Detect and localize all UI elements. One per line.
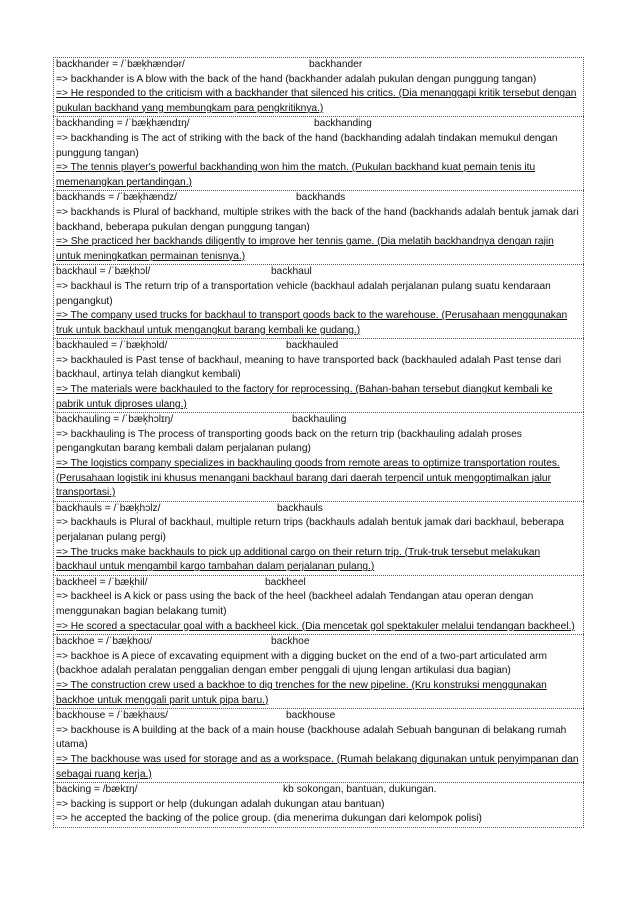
entry-heading-row — [56, 339, 581, 354]
entry-keyword: backhanding — [314, 118, 372, 130]
entry-pronunciation: backhander = /ˈbæk̩hændər/ — [56, 59, 185, 70]
entry-pronunciation: backhouse = /ˈbæk̩haʊs/ — [56, 710, 168, 722]
entry-definition: => backhanding is The act of striking with the back of the hand (backhanding adalah tindakan memukul dengan punggung tangan) — [56, 132, 558, 159]
dictionary-entry — [53, 338, 584, 412]
entry-example: => he accepted the backing of the police group. (dia menerima dukungan dari kelompok polisi) — [56, 813, 482, 825]
entry-keyword: backhauled — [286, 340, 339, 352]
entry-pronunciation: backhands = /ˈbæk̩hændz/ — [56, 192, 177, 204]
entry-pronunciation: backheel = /ˈbæk̩hil/ — [56, 576, 148, 588]
entry-example: => The backhouse was used for storage and as a workspace. (Rumah belakang digunakan untuk penyimpanan dan sebagai ruang kerja.) — [56, 753, 579, 780]
entry-definition: => backhands is Plural of backhand, multiple strikes with the back of the hand (backhands adalah bentuk jamak dari backhand, beberapa pukulan dengan punggung tangan) — [56, 206, 579, 233]
entry-pronunciation: backing = /bækɪŋ/ — [56, 784, 138, 796]
entry-heading-row — [56, 635, 581, 650]
dictionary-entry — [53, 412, 584, 501]
entry-keyword: backhander — [309, 59, 363, 70]
entry-keyword: kb sokongan, bantuan, dukungan. — [283, 784, 437, 796]
entry-heading-row — [56, 265, 581, 280]
dictionary-entry — [53, 501, 584, 575]
entry-definition: => backhoe is A piece of excavating equipment with a digging bucket on the end of a two-part articulated arm (backhoe adalah peralatan penggalian dengan ember penggali di ujung lengan artikulasi dua bagian) — [56, 650, 548, 677]
entry-pronunciation: backhauling = /ˈbæk̩hɔlɪŋ/ — [56, 414, 174, 426]
entry-definition: => backhauling is The process of transporting goods back on the return trip (backhauling adalah proses pengangkutan barang kembali dalam perjalanan pulang) — [56, 428, 522, 455]
entry-keyword: backhands — [296, 192, 346, 204]
entry-example: => The trucks make backhauls to pick up additional cargo on their return trip. (Truk-truk tersebut melakukan backhaul untuk mengambil kargo tambahan dalam perjalanan pulang.) — [56, 546, 541, 573]
dictionary-entry — [53, 782, 584, 828]
entry-example: => She practiced her backhands diligently to improve her tennis game. (Dia melatih backhandnya dengan rajin untuk meningkatkan permainan tenisnya.) — [56, 236, 554, 262]
entry-example: => The materials were backhauled to the factory for reprocessing. (Bahan-bahan tersebut diangkut kembali ke pabrik untuk diproses ulang.) — [56, 384, 553, 410]
entry-example: => The logistics company specializes in backhauling goods from remote areas to optimize transportation routes. (Perusahaan logistik ini khusus menangani backhaul barang dari daerah terpencil untuk mengoptimalkan jalur transportasi.) — [56, 458, 560, 499]
dictionary-entry — [53, 708, 584, 782]
entry-heading-row — [56, 58, 581, 73]
dictionary-page — [53, 57, 584, 828]
dictionary-entry — [53, 575, 584, 634]
entry-keyword: backhaul — [271, 266, 312, 278]
entry-example: => The company used trucks for backhaul to transport goods back to the warehouse. (Perusahaan menggunakan truk untuk backhaul untuk mengangkut barang kembali ke gudang.) — [56, 310, 568, 336]
entry-heading-row — [56, 191, 581, 206]
entry-keyword: backhauling — [292, 414, 347, 426]
entry-pronunciation: backhanding = /ˈbæk̩hændɪŋ/ — [56, 118, 190, 130]
entry-heading-row — [56, 576, 581, 591]
entry-definition: => backhauls is Plural of backhaul, multiple return trips (backhauls adalah bentuk jamak dari backhaul, beberapa perjalanan pulang pergi) — [56, 517, 564, 543]
dictionary-entry — [53, 634, 584, 708]
dictionary-entry — [53, 57, 584, 116]
entry-definition: => backhouse is A building at the back of a main house (backhouse adalah Sebuah bangunan di belakang rumah utama) — [56, 724, 567, 751]
entry-keyword: backhouse — [286, 710, 336, 722]
entry-definition: => backhaul is The return trip of a transportation vehicle (backhaul adalah perjalanan pulang suatu kendaraan pengangkut) — [56, 280, 551, 307]
entry-heading-row — [56, 709, 581, 724]
entry-keyword: backhauls — [277, 502, 323, 514]
entry-definition: => backheel is A kick or pass using the back of the heel (backheel adalah Tendangan atau operan dengan menggunakan bagian belakang tumit) — [56, 591, 534, 617]
entry-definition: => backhauled is Past tense of backhaul, meaning to have transported back (backhauled adalah Past tense dari backhaul, artinya telah diangkut kembali) — [56, 354, 562, 381]
entry-example: => He scored a spectacular goal with a backheel kick. (Dia mencetak gol spektakuler melalui tendangan backheel.) — [56, 620, 575, 632]
dictionary-entry — [53, 116, 584, 190]
entry-pronunciation: backhoe = /ˈbæk̩hoʊ/ — [56, 636, 153, 648]
entry-keyword: backheel — [265, 576, 306, 588]
entry-heading-row — [56, 117, 581, 132]
dictionary-entry — [53, 190, 584, 264]
entry-example: => He responded to the criticism with a backhander that silenced his critics. (Dia menanggapi kritik tersebut dengan pukulan backhand yang membungkam para pengkritiknya.) — [56, 88, 577, 114]
entry-pronunciation: backhaul = /ˈbæk̩hɔl/ — [56, 266, 151, 278]
entry-heading-row — [56, 413, 581, 428]
dictionary-entry — [53, 264, 584, 338]
entry-heading-row — [56, 502, 581, 517]
entry-definition: => backing is support or help (dukungan adalah dukungan atau bantuan) — [56, 798, 385, 810]
entry-pronunciation: backhauls = /ˈbæk̩hɔlz/ — [56, 502, 161, 514]
entry-keyword: backhoe — [271, 636, 310, 648]
entry-pronunciation: backhauled = /ˈbæk̩hɔld/ — [56, 340, 168, 352]
entry-example: => The tennis player's powerful backhanding won him the match. (Pukulan backhand kuat pemain tenis itu memenangkan pertandingan.) — [56, 162, 536, 188]
entry-example: => The construction crew used a backhoe to dig trenches for the new pipeline. (Kru konstruksi menggunakan backhoe untuk menggali parit untuk pipa baru.) — [56, 679, 547, 706]
entry-definition: => backhander is A blow with the back of the hand (backhander adalah pukulan dengan punggung tangan) — [56, 73, 537, 85]
entry-heading-row — [56, 783, 581, 798]
